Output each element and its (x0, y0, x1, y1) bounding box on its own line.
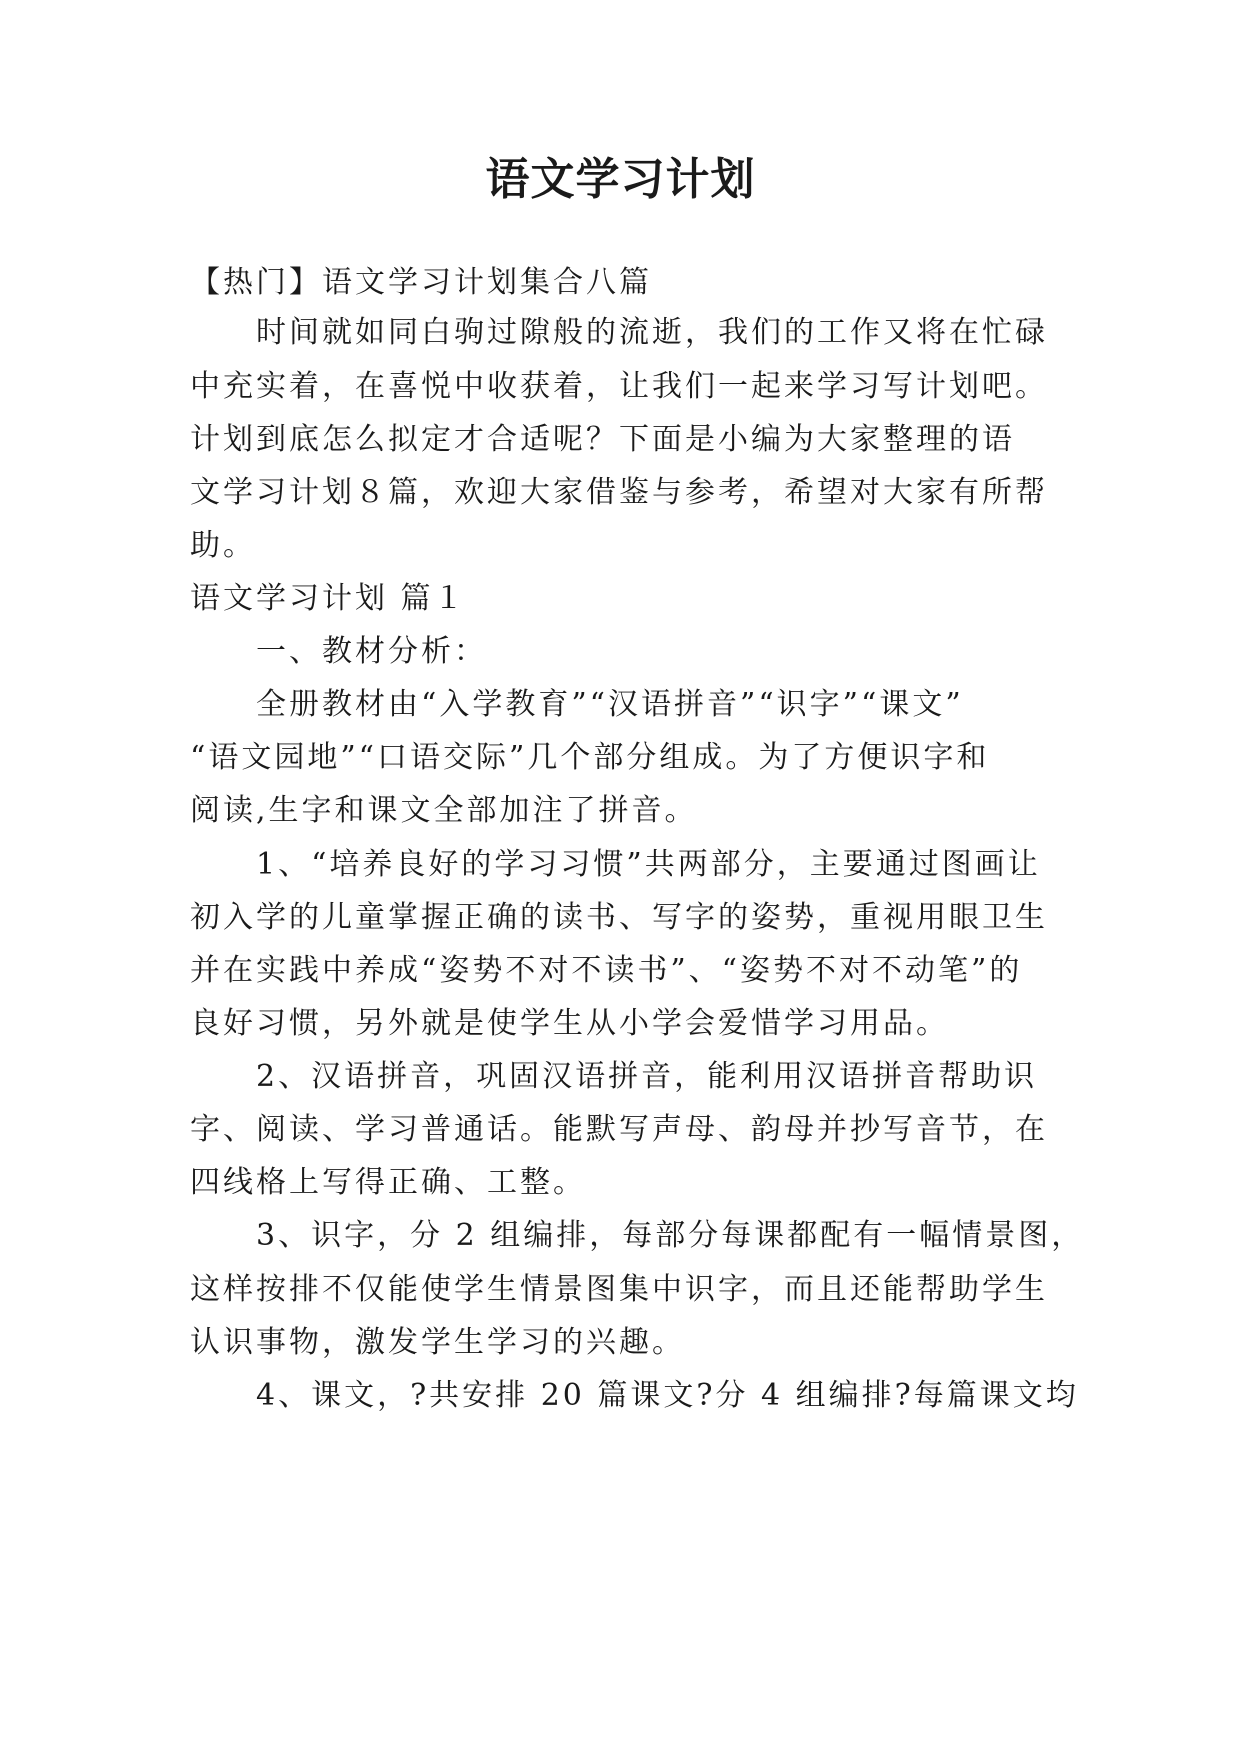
paragraph-line: 全册教材由“入学教育”“汉语拼音”“识字”“课文” (256, 687, 964, 722)
paragraph-line: 初入学的儿童掌握正确的读书、写字的姿势，重视用眼卫生 (190, 900, 1048, 935)
subtitle-line: 【热门】语文学习计划集合八篇 (190, 265, 652, 300)
paragraph-line: 4、课文，?共安排 20 篇课文?分 4 组编排?每篇课文均 (256, 1378, 1079, 1413)
paragraph-line: 良好习惯，另外就是使学生从小学会爱惜学习用品。 (190, 1006, 949, 1041)
paragraph-line: 字、阅读、学习普通话。能默写声母、韵母并抄写音节，在 (190, 1112, 1048, 1147)
paragraph-line: 1、“培养良好的学习习惯”共两部分，主要通过图画让 (256, 847, 1041, 882)
section-heading: 语文学习计划 篇１ (190, 581, 467, 616)
intro-line: 文学习计划８篇，欢迎大家借鉴与参考，希望对大家有所帮 (190, 475, 1048, 510)
paragraph-line: 认识事物，激发学生学习的兴趣。 (190, 1325, 685, 1360)
intro-line: 助。 (190, 528, 256, 563)
paragraph-line: 阅读,生字和课文全部加注了拼音。 (190, 793, 698, 828)
intro-line: 中充实着，在喜悦中收获着，让我们一起来学习写计划吧。 (190, 369, 1048, 404)
paragraph-line: 四线格上写得正确、工整。 (190, 1165, 586, 1200)
intro-line: 时间就如同白驹过隙般的流逝，我们的工作又将在忙碌 (256, 315, 1048, 350)
paragraph-line: 这样按排不仅能使学生情景图集中识字，而且还能帮助学生 (190, 1272, 1048, 1307)
paragraph-line: “语文园地”“口语交际”几个部分组成。为了方便识字和 (190, 740, 990, 775)
paragraph-line: 2、汉语拼音，巩固汉语拼音，能利用汉语拼音帮助识 (256, 1059, 1038, 1094)
subsection-heading: 一、教材分析： (256, 634, 487, 669)
intro-line: 计划到底怎么拟定才合适呢？下面是小编为大家整理的语 (190, 422, 1015, 457)
paragraph-line: 并在实践中养成“姿势不对不读书”、“姿势不对不动笔”的 (190, 953, 1023, 988)
paragraph-line: 3、识字，分 2 组编排，每部分每课都配有一幅情景图， (256, 1218, 1085, 1253)
document-title: 语文学习计划 (485, 154, 756, 205)
